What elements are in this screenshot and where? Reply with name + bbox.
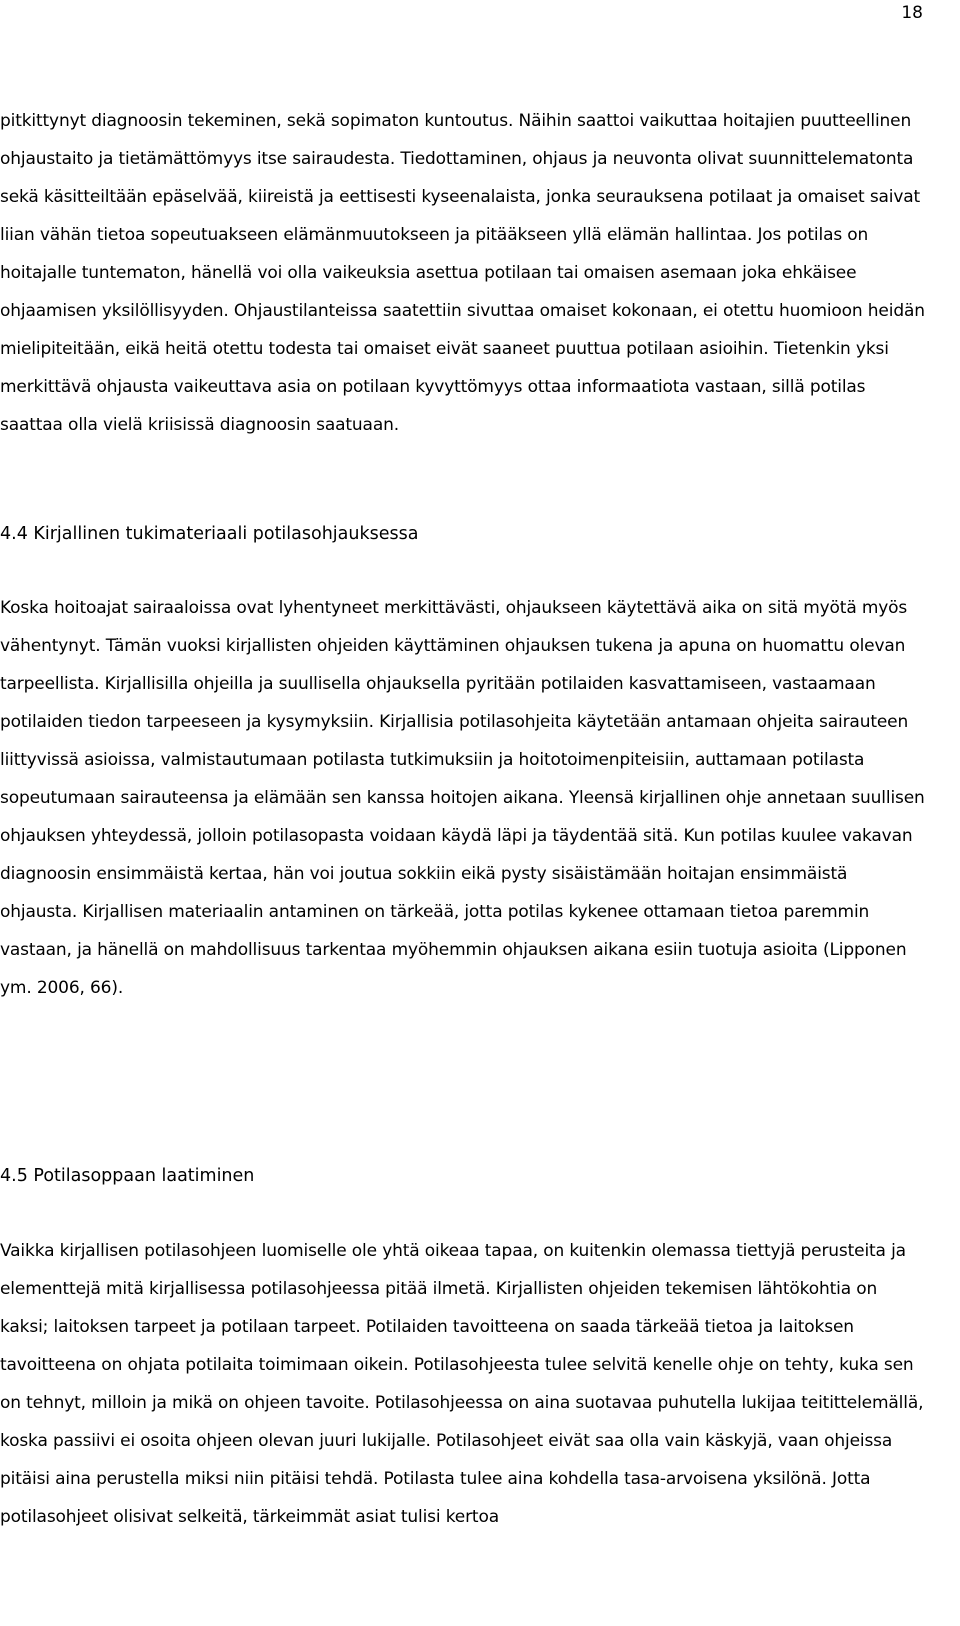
section-4-5-paragraph: Vaikka kirjallisen potilasohjeen luomiselle ole yhtä oikeaa tapaa, on kuitenkin olemassa tiettyjä perusteita ja elementtejä mitä kirjallisessa potilasohjeessa pitää ilmetä. Kirjallisten ohjeiden tekemisen lähtökohtia on kaksi; laitoksen tarpeet ja potilaan tarpeet. Potilaiden tavoitteena on saada tärkeää tietoa ja laitoksen tavoitteena on ohjata potilaita toimimaan oikein. Potilasohjeesta tulee selvitä kenelle ohje on tehty, kuka sen on tehnyt, milloin ja mikä on ohjeen tavoite. Potilasohjeessa on aina suotavaa puhutella lukijaa teitittelemällä, koska passiivi ei osoita ohjeen olevan juuri lukijalle. Potilasohjeet eivät saa olla vain käskyjä, vaan ohjeissa pitäisi aina perustella miksi niin pitäisi tehdä. Potilasta tulee aina kohdella tasa-arvoisena yksilönä. Jotta potilasohjeet olisivat selkeitä, tärkeimmät asiat tulisi kertoa — [0, 1241, 924, 1527]
page-number: 18 — [901, 3, 923, 23]
section-4-4-paragraph: Koska hoitoajat sairaaloissa ovat lyhentyneet merkittävästi, ohjaukseen käytettävä aika on sitä myötä myös vähentynyt. Tämän vuoksi kirjallisten ohjeiden käyttäminen ohjauksen tukena ja apuna on huomattu olevan tarpeellista. Kirjallisilla ohjeilla ja suullisella ohjauksella pyritään potilaiden kasvattamiseen, vastaamaan potilaiden tiedon tarpeeseen ja kysymyksiin. Kirjallisia potilasohjeita käytetään antamaan ohjeita sairauteen liittyvissä asioissa, valmistautumaan potilasta tutkimuksiin ja hoitotoimenpiteisiin, auttamaan potilasta sopeutumaan sairauteensa ja elämään sen kanssa hoitojen aikana. Yleensä kirjallinen ohje annetaan suullisen ohjauksen yhteydessä, jolloin potilasopasta voidaan käydä läpi ja täydentää sitä. Kun potilas kuulee vakavan diagnoosin ensimmäistä kertaa, hän voi joutua sokkiin eikä pysty sisäistämään hoitajan ensimmäistä ohjausta. Kirjallisen materiaalin antaminen on tärkeää, jotta potilas kykenee ottamaan tietoa paremmin vastaan, ja hänellä on mahdollisuus tarkentaa myöhemmin ohjauksen aikana esiin tuotuja asioita (Lipponen ym. 2006, 66). — [0, 598, 925, 998]
intro-paragraph: pitkittynyt diagnoosin tekeminen, sekä sopimaton kuntoutus. Näihin saattoi vaikuttaa hoitajien puutteellinen ohjaustaito ja tietämättömyys itse sairaudesta. Tiedottaminen, ohjaus ja neuvonta olivat suunnittelematonta sekä käsitteiltään epäselvää, kiireistä ja eettisesti kyseenalaista, jonka seurauksena potilaat ja omaiset saivat liian vähän tietoa sopeutuakseen elämänmuutokseen ja pitääkseen yllä elämän hallintaa. Jos potilas on hoitajalle tuntematon, hänellä voi olla vaikeuksia asettua potilaan tai omaisen asemaan joka ehkäisee ohjaamisen yksilöllisyyden. Ohjaustilanteissa saatettiin sivuttaa omaiset kokonaan, ei otettu huomioon heidän mielipiteitään, eikä heitä otettu todesta tai omaiset eivät saaneet puuttua potilaan asioihin. Tietenkin yksi merkittävä ohjausta vaikeuttava asia on potilaan kyvyttömyys ottaa informaatiota vastaan, sillä potilas saattaa olla vielä kriisissä diagnoosin saatuaan. — [0, 111, 925, 435]
section-heading-4-5: 4.5 Potilasoppaan laatiminen — [0, 1166, 255, 1186]
section-heading-4-4: 4.4 Kirjallinen tukimateriaali potilasohjauksessa — [0, 524, 419, 544]
